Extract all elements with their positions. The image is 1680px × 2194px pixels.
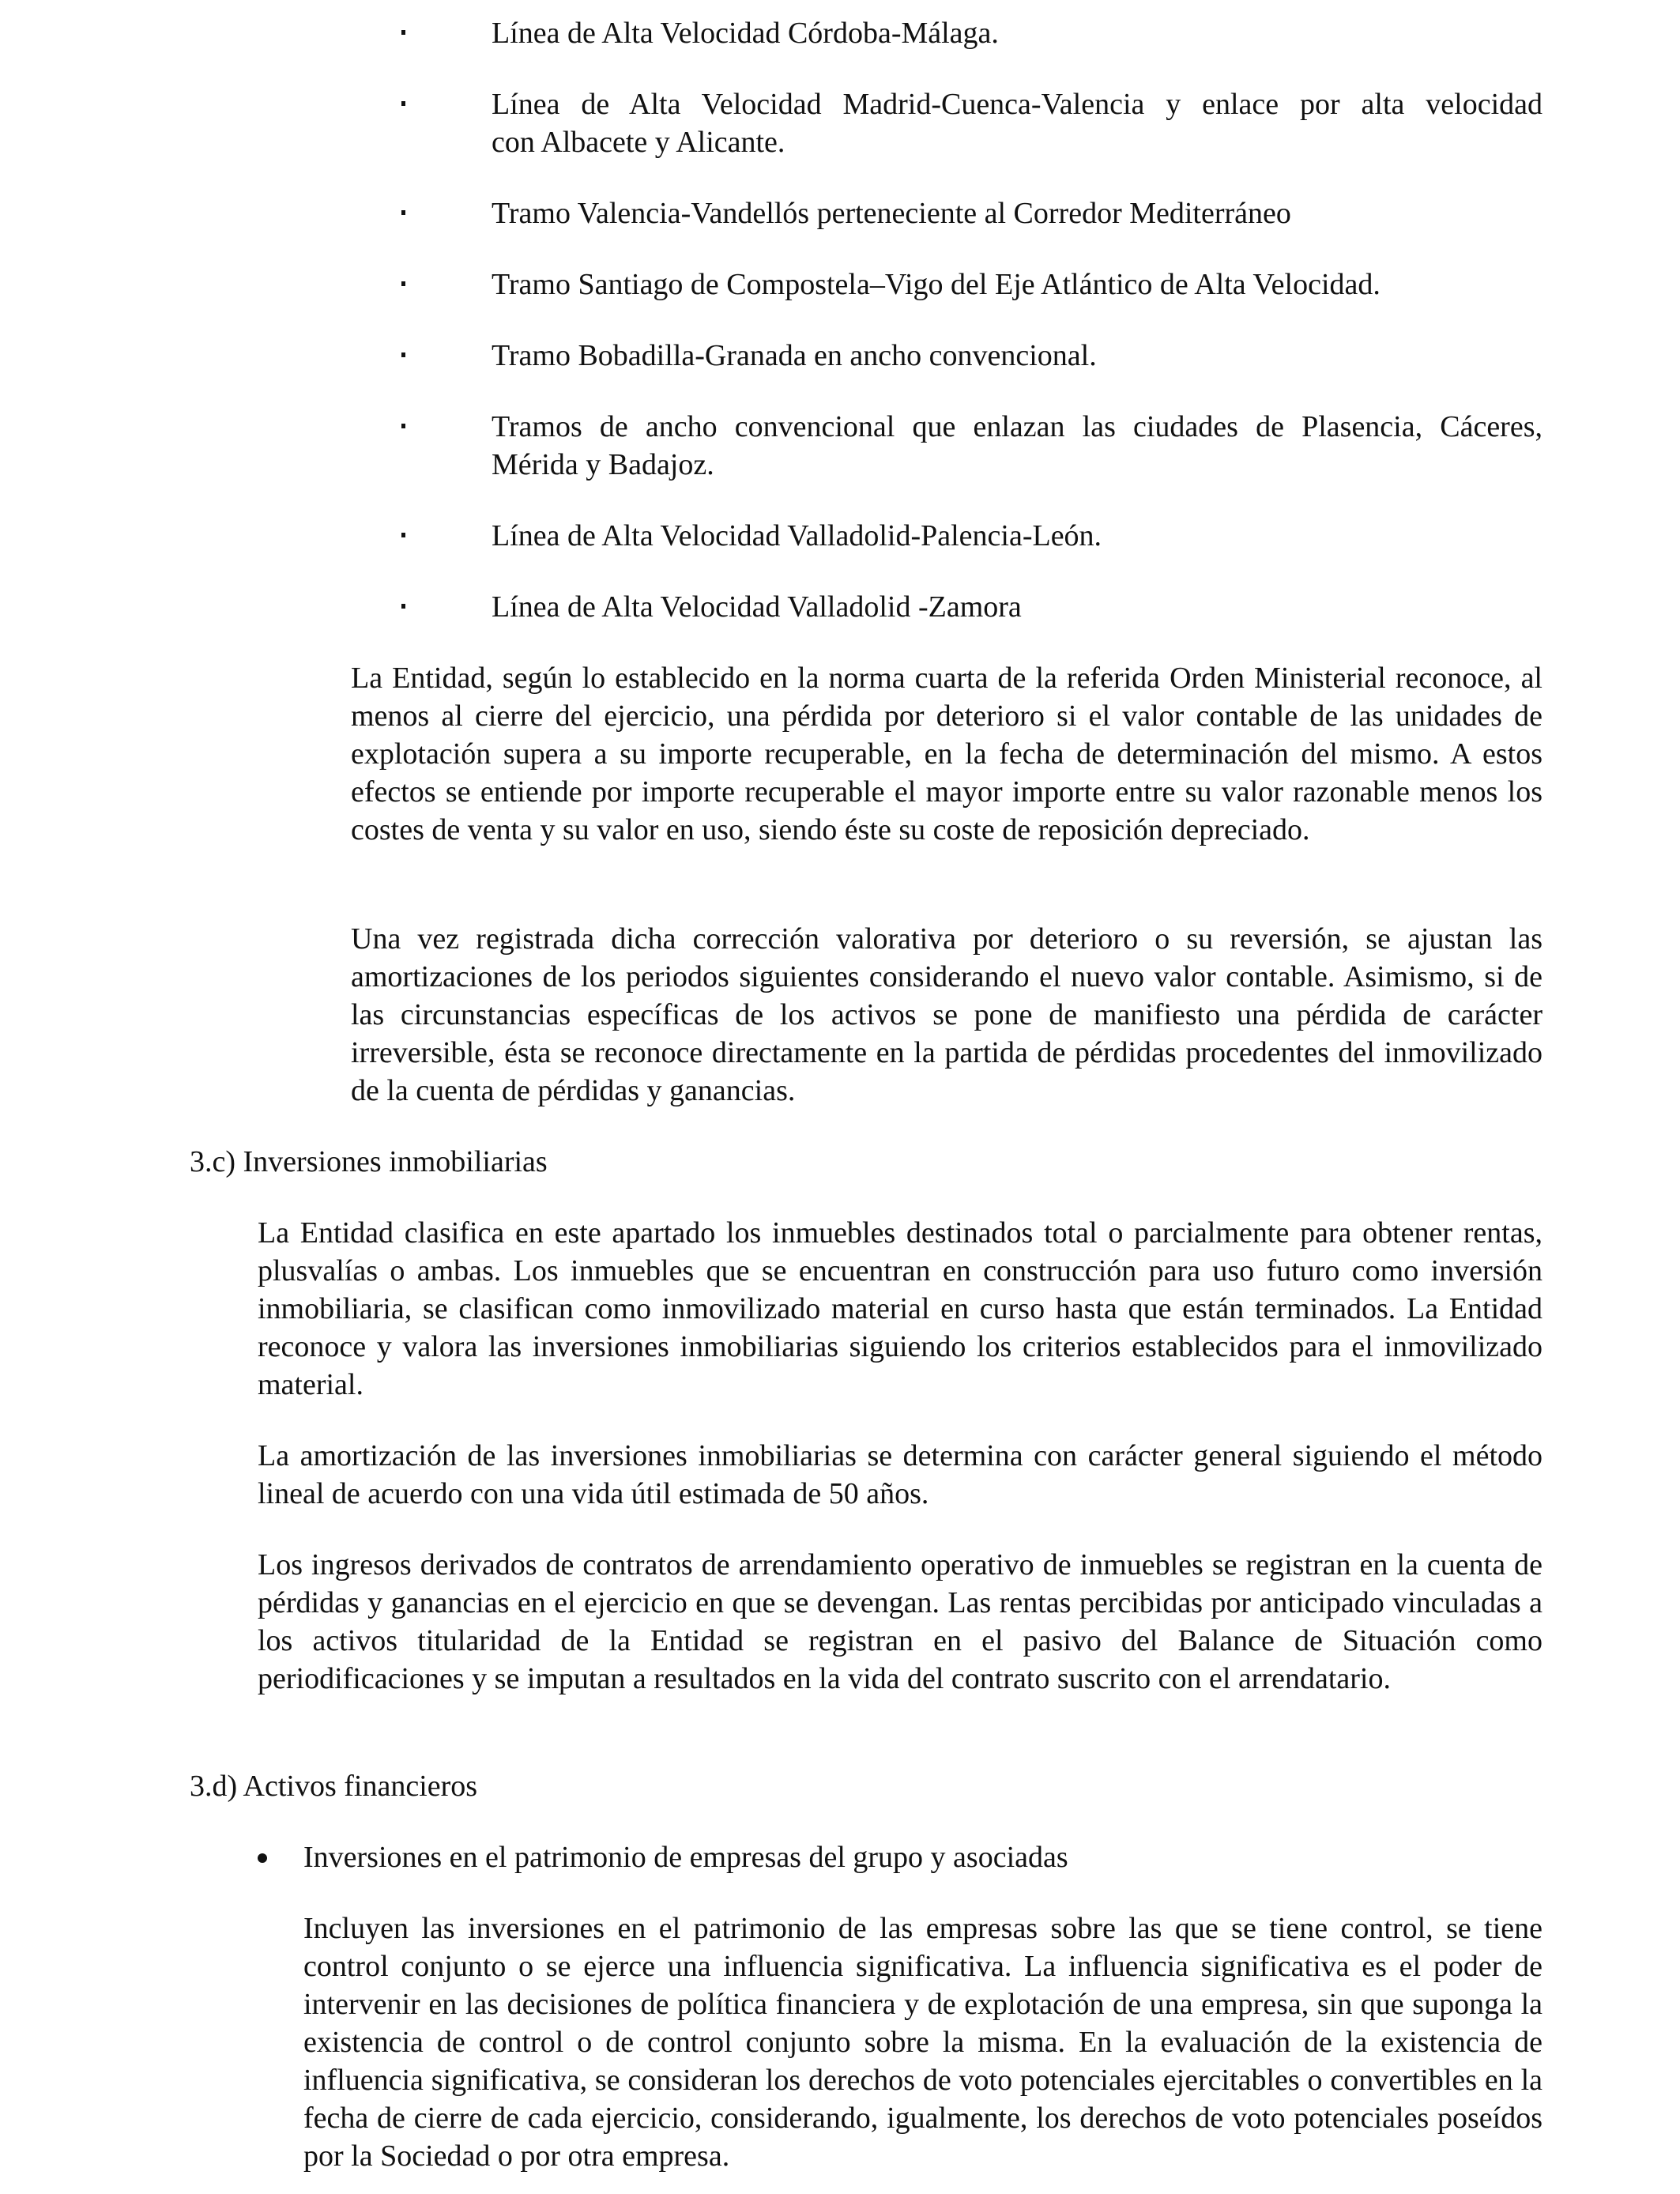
paragraph-3c-2: La amortización de las inversiones inmobiliarias se determina con carácter general siguiendo el método lineal de acuerdo con una vida útil estimada de 50 años. <box>258 1439 1543 1510</box>
paragraph-3c-1: La Entidad clasifica en este apartado los inmuebles destinados total o parcialmente para obtener rentas, plusvalías o ambas. Los inmuebles que se encuentran en construcción para uso futuro como inversión inmobiliaria, se clasifican como inmovilizado material en curso hasta que están terminados. La Entidad reconoce y valora las inversiones inmobiliarias siguiendo los criterios establecidos para el inmovilizado material. <box>258 1216 1543 1401</box>
paragraph-3c-3: Los ingresos derivados de contratos de arrendamiento operativo de inmuebles se registran en la cuenta de pérdidas y ganancias en el ejercicio en que se devengan. Las rentas percibidas por anticipado vinculadas a los activos titularidad de la Entidad se registran en el pasivo del Balance de Situación como periodificaciones y se imputan a resultados en la vida del contrato suscrito con el arrendatario. <box>258 1548 1543 1695</box>
list-item: Línea de Alta Velocidad Córdoba-Málaga. <box>492 17 999 50</box>
bullet-heading: Inversiones en el patrimonio de empresas del grupo y asociadas <box>303 1841 1068 1874</box>
paragraph-reversion: Una vez registrada dicha corrección valorativa por deterioro o su reversión, se ajustan las amortizaciones de los periodos siguientes considerando el nuevo valor contable. Asimismo, si de las circunstancias específicas de los activos se pone de manifiesto una pérdida de carácter irreversible, ésta se reconoce directamente en la partida de pérdidas procedentes del inmovilizado de la cuenta de pérdidas y ganancias. <box>351 922 1543 1107</box>
list-item-continuation: Mérida y Badajoz. <box>492 448 714 481</box>
square-bullet-icon <box>401 101 405 106</box>
list-item: Tramo Bobadilla-Granada en ancho convencional. <box>492 339 1097 372</box>
list-item: Tramos de ancho convencional que enlazan las ciudades de Plasencia, Cáceres, <box>492 410 1543 443</box>
list-item: Línea de Alta Velocidad Madrid-Cuenca-Valencia y enlace por alta velocidad <box>492 88 1543 121</box>
list-item: Línea de Alta Velocidad Valladolid-Palencia-León. <box>492 519 1102 552</box>
list-item: Tramo Santiago de Compostela–Vigo del Eje Atlántico de Alta Velocidad. <box>492 268 1381 301</box>
list-item-continuation: con Albacete y Alicante. <box>492 126 785 159</box>
square-bullet-icon <box>401 281 405 286</box>
paragraph-3d-1: Incluyen las inversiones en el patrimonio de las empresas sobre las que se tiene control, se tiene control conjunto o se ejerce una influencia significativa. La influencia significativa es el poder de intervenir en las decisiones de política financiera y de explotación de una empresa, sin que suponga la existencia de control o de control conjunto sobre la misma. En la evaluación de la existencia de influencia significativa, se consideran los derechos de voto potenciales ejercitables o convertibles en la fecha de cierre de cada ejercicio, considerando, igualmente, los derechos de voto potenciales poseídos por la Sociedad o por otra empresa. <box>303 1912 1543 2173</box>
section-heading-3d: 3.d) Activos financieros <box>190 1770 478 1803</box>
square-bullet-icon <box>401 533 405 537</box>
round-bullet-icon <box>258 1853 267 1863</box>
square-bullet-icon <box>401 604 405 609</box>
square-bullet-icon <box>401 424 405 428</box>
list-item: Tramo Valencia-Vandellós perteneciente al Corredor Mediterráneo <box>492 197 1291 230</box>
square-bullet-icon <box>401 30 405 35</box>
paragraph-deterioro: La Entidad, según lo establecido en la norma cuarta de la referida Orden Ministerial reconoce, al menos al cierre del ejercicio, una pérdida por deterioro si el valor contable de las unidades de explotación supera a su importe recuperable, en la fecha de determinación del mismo. A estos efectos se entiende por importe recuperable el mayor importe entre su valor razonable menos los costes de venta y su valor en uso, siendo éste su coste de reposición depreciado. <box>351 662 1543 846</box>
list-item: Línea de Alta Velocidad Valladolid -Zamora <box>492 590 1022 624</box>
section-heading-3c: 3.c) Inversiones inmobiliarias <box>190 1145 548 1178</box>
square-bullet-icon <box>401 352 405 357</box>
square-bullet-icon <box>401 210 405 215</box>
